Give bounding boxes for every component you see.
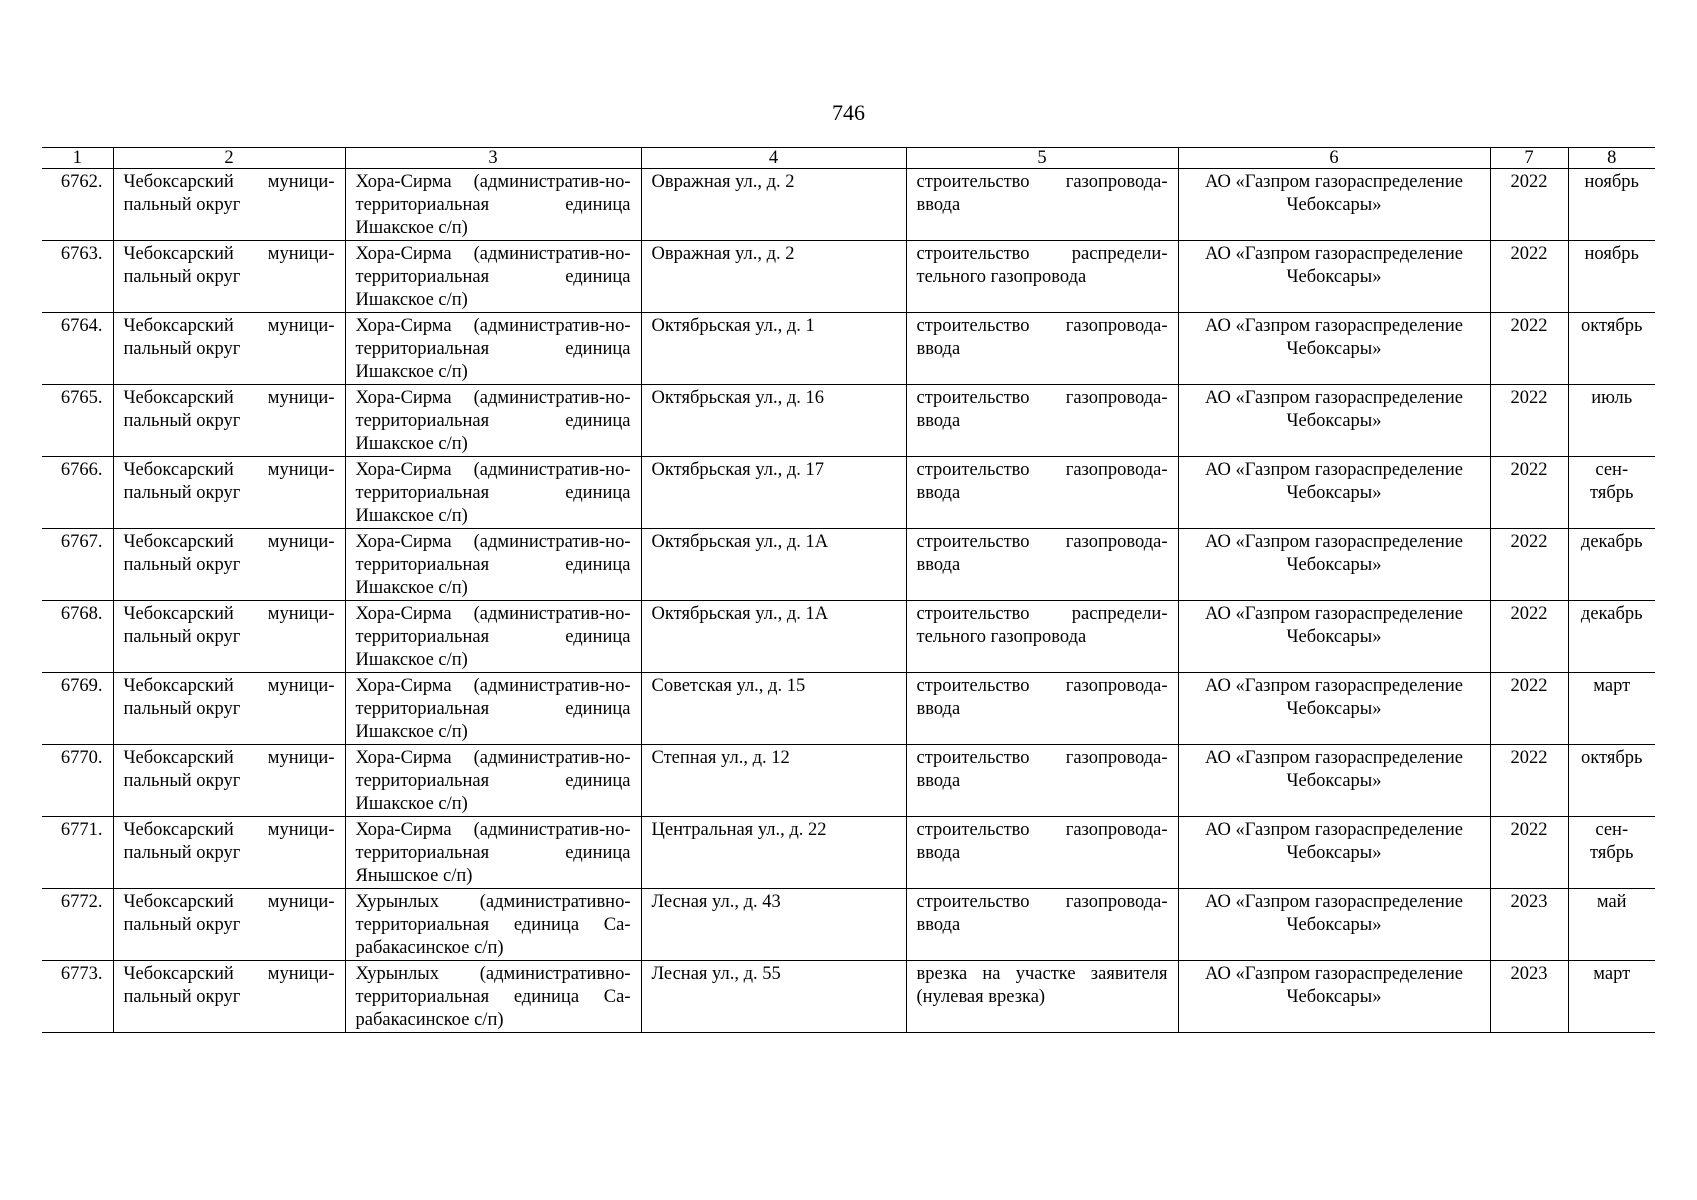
cell-month: декабрь xyxy=(1568,601,1655,673)
cell-work-type: строительство газопровода-ввода xyxy=(906,385,1178,457)
cell-month: март xyxy=(1568,961,1655,1033)
cell-district: Чебоксарский муници-пальный округ xyxy=(113,601,345,673)
cell-organization: АО «Газпром газораспределение Чебоксары» xyxy=(1178,457,1490,529)
cell-year: 2022 xyxy=(1490,673,1568,745)
column-header-7: 7 xyxy=(1490,148,1568,169)
cell-month: ноябрь xyxy=(1568,169,1655,241)
cell-address: Октябрьская ул., д. 1А xyxy=(641,529,906,601)
cell-month: сен-тябрь xyxy=(1568,817,1655,889)
table-row xyxy=(42,961,1655,1033)
table-row xyxy=(42,529,1655,601)
cell-settlement: Хора-Сирма (административ-но-территориальная единица Ишакское с/п) xyxy=(345,313,641,385)
cell-number: 6766. xyxy=(42,457,113,529)
cell-address: Степная ул., д. 12 xyxy=(641,745,906,817)
cell-month: октябрь xyxy=(1568,313,1655,385)
column-header-5: 5 xyxy=(906,148,1178,169)
table-row xyxy=(42,745,1655,817)
cell-district: Чебоксарский муници-пальный округ xyxy=(113,529,345,601)
cell-settlement: Хурынлых (административно-территориальная единица Са-рабакасинское с/п) xyxy=(345,961,641,1033)
table-row xyxy=(42,817,1655,889)
cell-district: Чебоксарский муници-пальный округ xyxy=(113,817,345,889)
cell-number: 6763. xyxy=(42,241,113,313)
cell-organization: АО «Газпром газораспределение Чебоксары» xyxy=(1178,961,1490,1033)
cell-district: Чебоксарский муници-пальный округ xyxy=(113,673,345,745)
cell-address: Лесная ул., д. 55 xyxy=(641,961,906,1033)
cell-number: 6767. xyxy=(42,529,113,601)
cell-month: ноябрь xyxy=(1568,241,1655,313)
table-row xyxy=(42,313,1655,385)
cell-number: 6770. xyxy=(42,745,113,817)
cell-year: 2022 xyxy=(1490,601,1568,673)
cell-settlement: Хора-Сирма (административ-но-территориальная единица Ишакское с/п) xyxy=(345,385,641,457)
cell-organization: АО «Газпром газораспределение Чебоксары» xyxy=(1178,385,1490,457)
cell-address: Овражная ул., д. 2 xyxy=(641,241,906,313)
cell-number: 6772. xyxy=(42,889,113,961)
cell-work-type: строительство газопровода-ввода xyxy=(906,457,1178,529)
column-header-8: 8 xyxy=(1568,148,1655,169)
cell-organization: АО «Газпром газораспределение Чебоксары» xyxy=(1178,241,1490,313)
cell-address: Овражная ул., д. 2 xyxy=(641,169,906,241)
cell-address: Советская ул., д. 15 xyxy=(641,673,906,745)
cell-address: Октябрьская ул., д. 16 xyxy=(641,385,906,457)
table-row xyxy=(42,889,1655,961)
cell-number: 6771. xyxy=(42,817,113,889)
table-body xyxy=(42,169,1655,1033)
cell-work-type: строительство газопровода-ввода xyxy=(906,817,1178,889)
cell-organization: АО «Газпром газораспределение Чебоксары» xyxy=(1178,313,1490,385)
cell-address: Центральная ул., д. 22 xyxy=(641,817,906,889)
page-number: 746 xyxy=(832,100,865,125)
cell-number: 6764. xyxy=(42,313,113,385)
cell-settlement: Хора-Сирма (административ-но-территориальная единица Ишакское с/п) xyxy=(345,457,641,529)
cell-year: 2023 xyxy=(1490,889,1568,961)
cell-organization: АО «Газпром газораспределение Чебоксары» xyxy=(1178,745,1490,817)
cell-year: 2022 xyxy=(1490,457,1568,529)
cell-number: 6762. xyxy=(42,169,113,241)
cell-organization: АО «Газпром газораспределение Чебоксары» xyxy=(1178,817,1490,889)
cell-district: Чебоксарский муници-пальный округ xyxy=(113,961,345,1033)
cell-year: 2023 xyxy=(1490,961,1568,1033)
cell-district: Чебоксарский муници-пальный округ xyxy=(113,241,345,313)
cell-month: июль xyxy=(1568,385,1655,457)
cell-work-type: врезка на участке заявителя (нулевая врезка) xyxy=(906,961,1178,1033)
cell-month: май xyxy=(1568,889,1655,961)
cell-work-type: строительство газопровода-ввода xyxy=(906,313,1178,385)
cell-address: Лесная ул., д. 43 xyxy=(641,889,906,961)
cell-month: сен-тябрь xyxy=(1568,457,1655,529)
cell-year: 2022 xyxy=(1490,313,1568,385)
cell-month: декабрь xyxy=(1568,529,1655,601)
cell-settlement: Хора-Сирма (административ-но-территориальная единица Ишакское с/п) xyxy=(345,169,641,241)
header-row xyxy=(42,148,1655,169)
cell-district: Чебоксарский муници-пальный округ xyxy=(113,313,345,385)
cell-organization: АО «Газпром газораспределение Чебоксары» xyxy=(1178,601,1490,673)
cell-district: Чебоксарский муници-пальный округ xyxy=(113,889,345,961)
column-header-2: 2 xyxy=(113,148,345,169)
cell-district: Чебоксарский муници-пальный округ xyxy=(113,385,345,457)
cell-year: 2022 xyxy=(1490,241,1568,313)
cell-organization: АО «Газпром газораспределение Чебоксары» xyxy=(1178,889,1490,961)
cell-settlement: Хора-Сирма (административ-но-территориальная единица Ишакское с/п) xyxy=(345,241,641,313)
table-row xyxy=(42,457,1655,529)
gas-works-table xyxy=(42,147,1655,1033)
cell-work-type: строительство газопровода-ввода xyxy=(906,529,1178,601)
table-row xyxy=(42,385,1655,457)
cell-settlement: Хора-Сирма (административ-но-территориальная единица Ишакское с/п) xyxy=(345,529,641,601)
cell-address: Октябрьская ул., д. 1А xyxy=(641,601,906,673)
table-row xyxy=(42,601,1655,673)
table-row xyxy=(42,241,1655,313)
cell-year: 2022 xyxy=(1490,169,1568,241)
cell-settlement: Хора-Сирма (административ-но-территориальная единица Ишакское с/п) xyxy=(345,601,641,673)
cell-settlement: Хора-Сирма (административ-но-территориальная единица Ишакское с/п) xyxy=(345,673,641,745)
column-header-6: 6 xyxy=(1178,148,1490,169)
cell-month: март xyxy=(1568,673,1655,745)
cell-month: октябрь xyxy=(1568,745,1655,817)
cell-work-type: строительство распредели-тельного газопровода xyxy=(906,241,1178,313)
cell-district: Чебоксарский муници-пальный округ xyxy=(113,457,345,529)
cell-settlement: Хурынлых (административно-территориальная единица Са-рабакасинское с/п) xyxy=(345,889,641,961)
cell-work-type: строительство газопровода-ввода xyxy=(906,745,1178,817)
cell-organization: АО «Газпром газораспределение Чебоксары» xyxy=(1178,673,1490,745)
cell-settlement: Хора-Сирма (административ-но-территориальная единица Ишакское с/п) xyxy=(345,745,641,817)
cell-year: 2022 xyxy=(1490,745,1568,817)
column-header-3: 3 xyxy=(345,148,641,169)
cell-work-type: строительство распредели-тельного газопровода xyxy=(906,601,1178,673)
cell-settlement: Хора-Сирма (административ-но-территориальная единица Янышское с/п) xyxy=(345,817,641,889)
cell-work-type: строительство газопровода-ввода xyxy=(906,889,1178,961)
cell-district: Чебоксарский муници-пальный округ xyxy=(113,745,345,817)
cell-district: Чебоксарский муници-пальный округ xyxy=(113,169,345,241)
column-header-4: 4 xyxy=(641,148,906,169)
cell-work-type: строительство газопровода-ввода xyxy=(906,169,1178,241)
cell-address: Октябрьская ул., д. 1 xyxy=(641,313,906,385)
cell-number: 6768. xyxy=(42,601,113,673)
cell-number: 6769. xyxy=(42,673,113,745)
table-row xyxy=(42,673,1655,745)
cell-organization: АО «Газпром газораспределение Чебоксары» xyxy=(1178,169,1490,241)
table-header xyxy=(42,148,1655,169)
column-header-1: 1 xyxy=(42,148,113,169)
cell-number: 6773. xyxy=(42,961,113,1033)
cell-number: 6765. xyxy=(42,385,113,457)
table-row xyxy=(42,169,1655,241)
cell-address: Октябрьская ул., д. 17 xyxy=(641,457,906,529)
cell-year: 2022 xyxy=(1490,817,1568,889)
cell-organization: АО «Газпром газораспределение Чебоксары» xyxy=(1178,529,1490,601)
cell-work-type: строительство газопровода-ввода xyxy=(906,673,1178,745)
cell-year: 2022 xyxy=(1490,385,1568,457)
cell-year: 2022 xyxy=(1490,529,1568,601)
